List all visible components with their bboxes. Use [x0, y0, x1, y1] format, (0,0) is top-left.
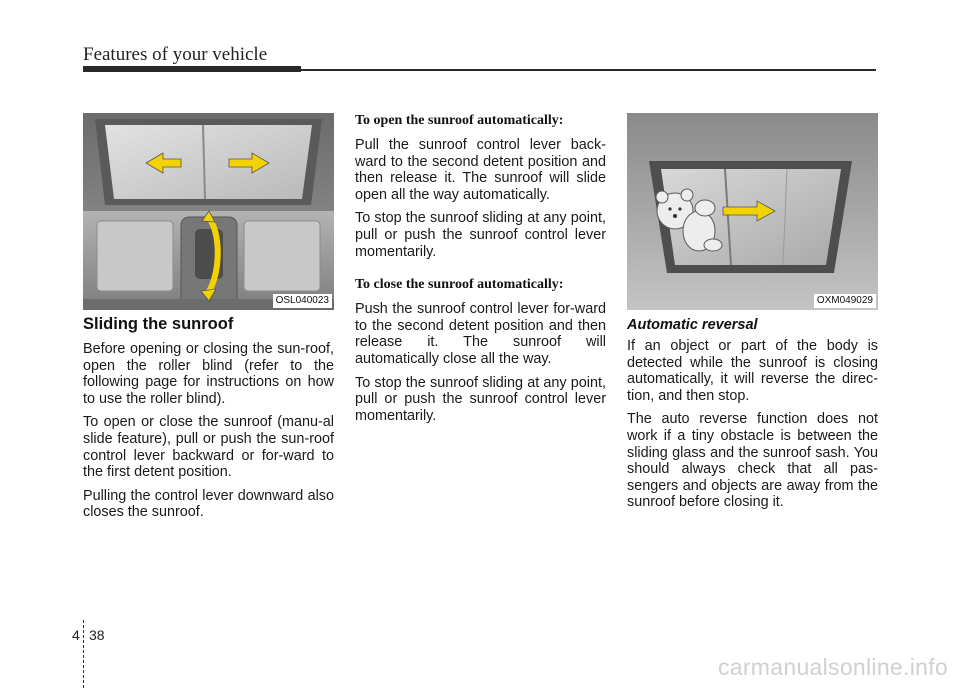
paragraph: To stop the sunroof sliding at any point, pull or push the sunroof control lever momentarily.	[355, 374, 606, 424]
header-rule-thick	[83, 66, 301, 72]
figure-code: OSL040023	[273, 294, 332, 308]
section-heading: Sliding the sunroof	[83, 315, 234, 333]
chapter-number: 4	[72, 627, 80, 643]
paragraph: Pull the sunroof control lever back-ward to the second detent position and then release it. The sunroof will slide open all the way automatically.	[355, 137, 606, 203]
figure-code: OXM049029	[814, 294, 876, 308]
paragraph: To stop the sunroof sliding at any point, pull or push the sunroof control lever momentarily.	[355, 210, 606, 260]
page-header-title: Features of your vehicle	[83, 44, 268, 65]
subheading-close-auto: To close the sunroof automatically:	[355, 277, 564, 293]
page-number: 38	[89, 627, 105, 643]
footer-divider	[83, 620, 84, 688]
subheading-open-auto: To open the sunroof automatically:	[355, 113, 564, 128]
column-left	[83, 113, 334, 528]
watermark: carmanualsonline.info	[717, 654, 948, 680]
header-rule-thin	[301, 69, 876, 71]
paragraph: Before opening or closing the sun-roof, open the roller blind (refer to the following page for instructions on how to use the roller blind).	[83, 341, 334, 407]
column-middle	[355, 113, 606, 431]
sunroof-reversal-photo	[627, 113, 878, 310]
paragraph: The auto reverse function does not work if a tiny obstacle is between the sliding glass and the sunroof sash. You should always check that all pas-sengers and objects are away from the sunroof before closing it.	[627, 411, 878, 511]
paragraph: Pulling the control lever downward also closes the sunroof.	[83, 487, 334, 521]
sunroof-console-photo	[83, 113, 334, 310]
sunroof-reversal-illustration	[627, 113, 878, 310]
section-heading: Automatic reversal	[627, 317, 758, 333]
paragraph: Push the sunroof control lever for-ward to the second detent position and then release it. The sunroof will automatically close all the way.	[355, 301, 606, 367]
sunroof-console-illustration	[83, 113, 334, 310]
paragraph: To open or close the sunroof (manu-al slide feature), pull or push the sun-roof control lever backward or for-ward to the first detent position.	[83, 414, 334, 481]
column-right	[627, 113, 878, 518]
paragraph: If an object or part of the body is detected while the sunroof is closing automatically, it will reverse the direc-tion, and then stop.	[627, 338, 878, 404]
